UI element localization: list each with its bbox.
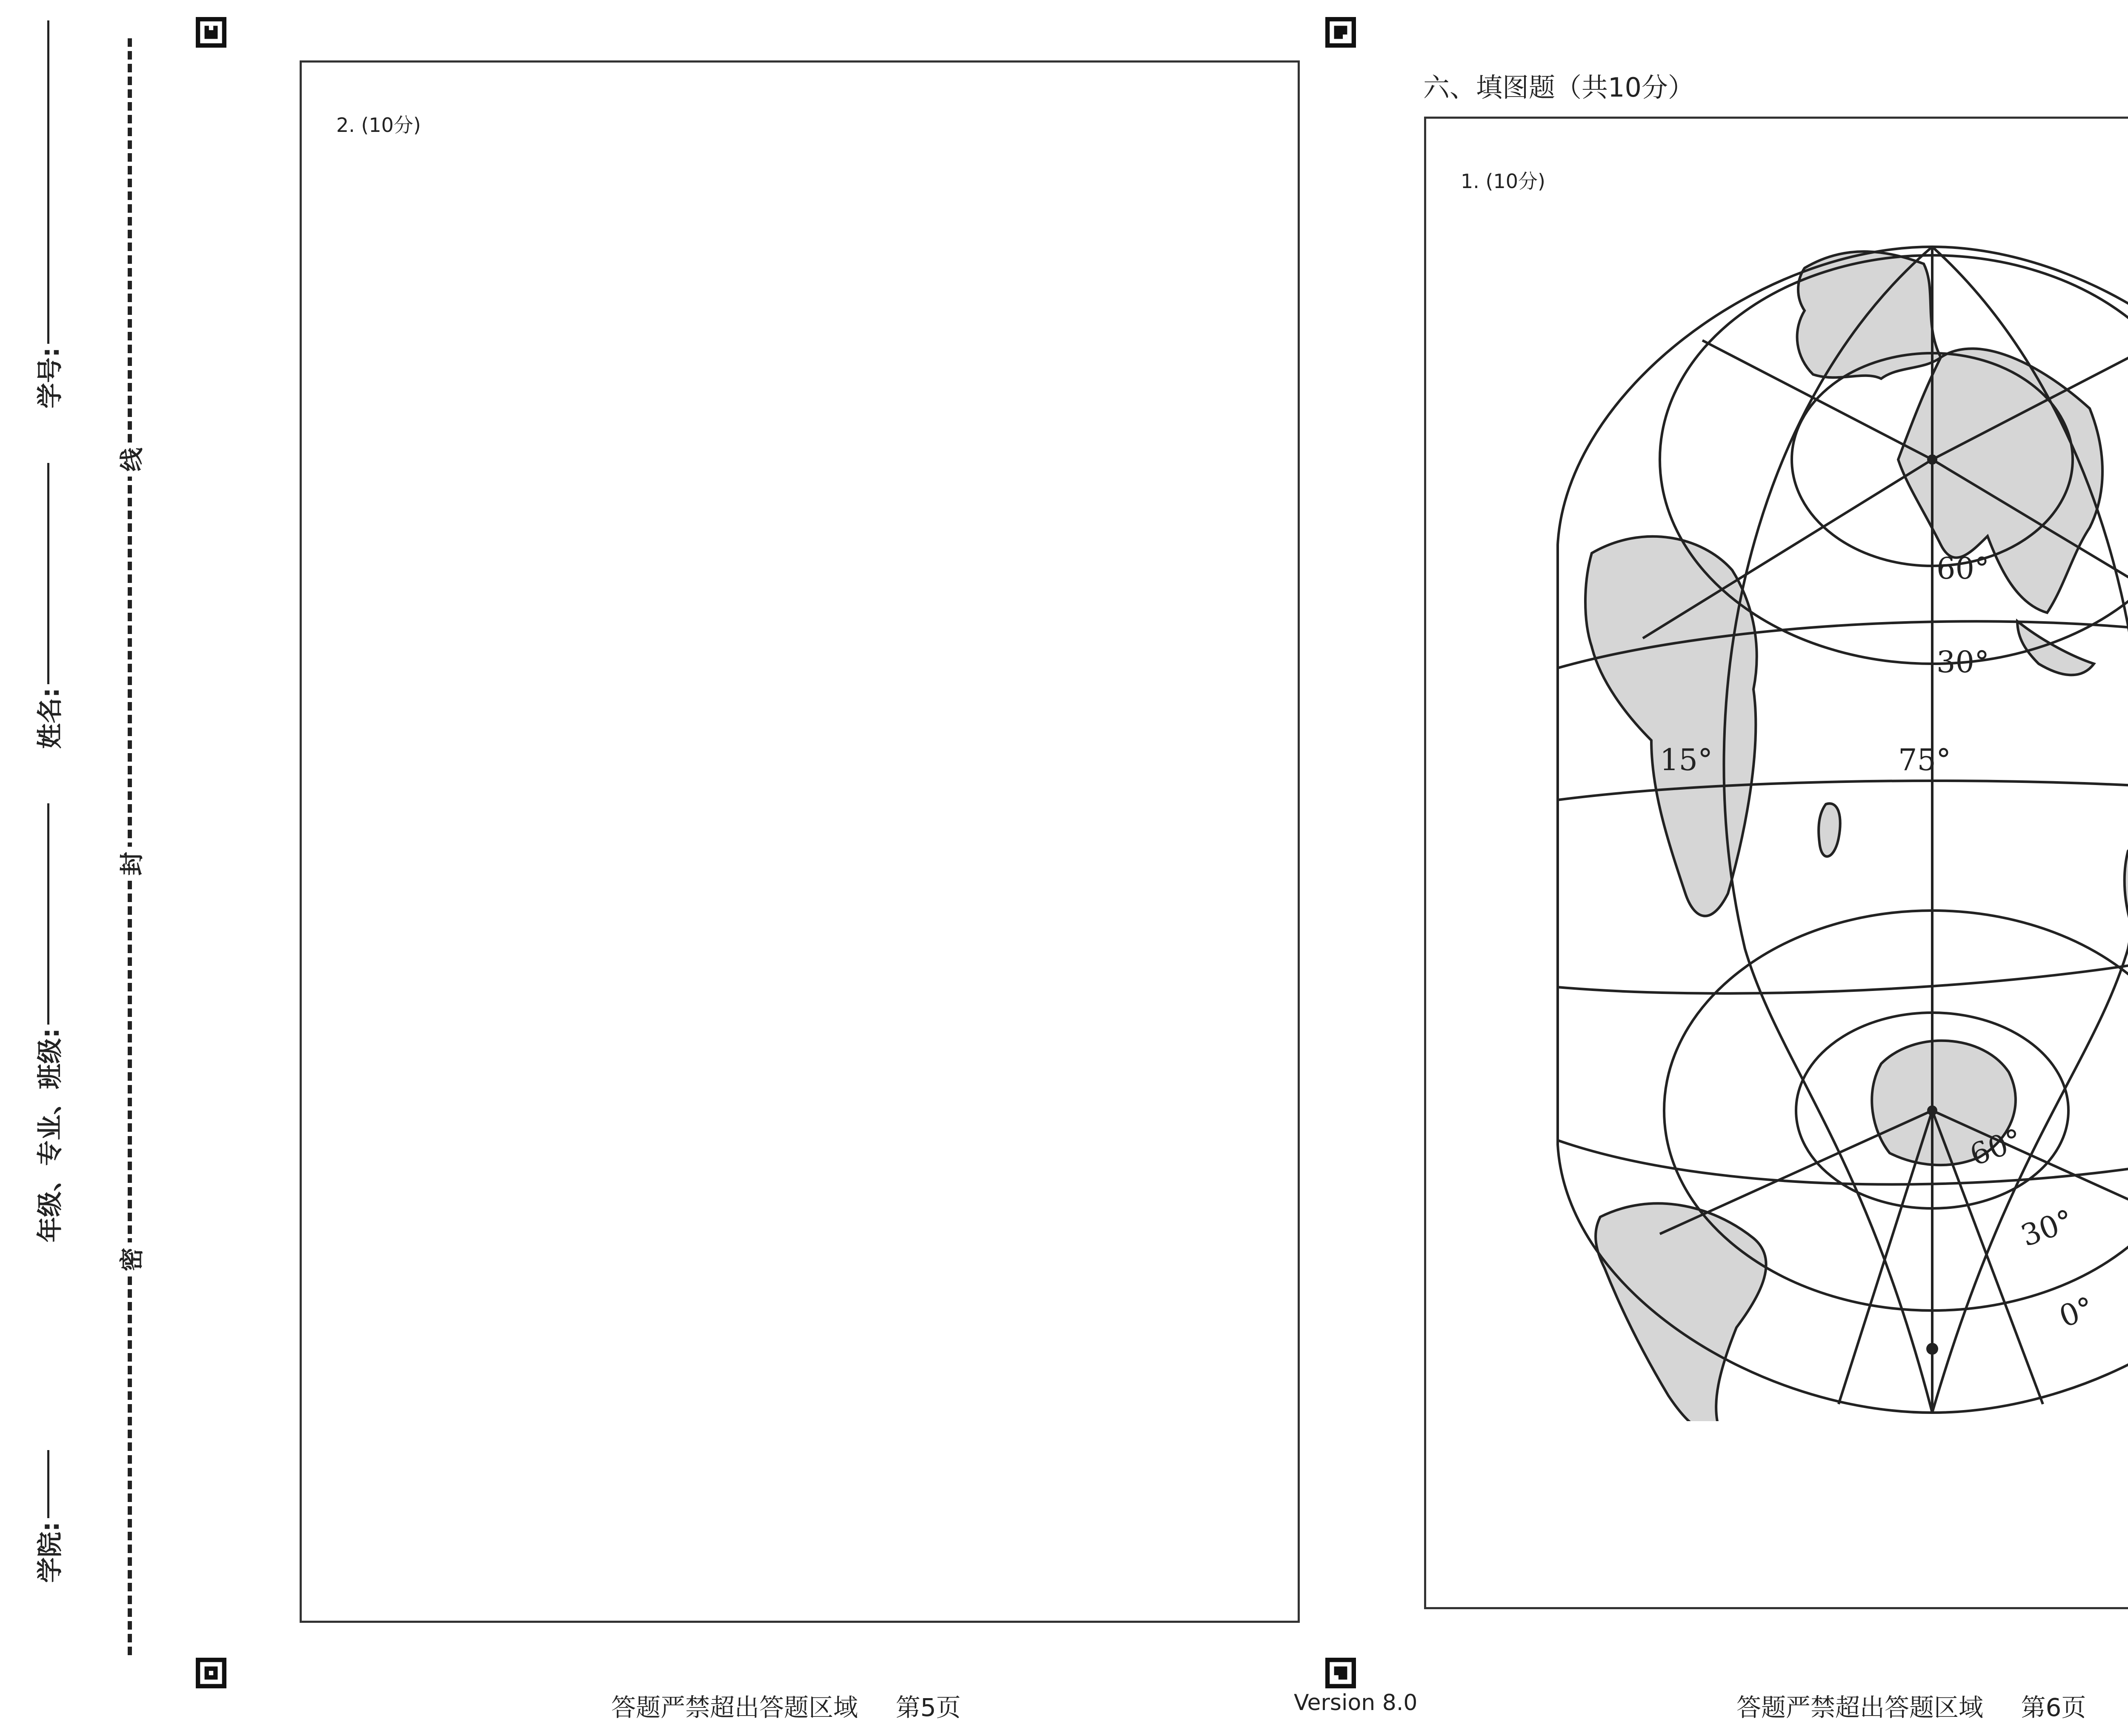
corner-marker-icon (196, 17, 226, 48)
version-label: Version 8.0 (1294, 1690, 1418, 1716)
label-lon-15: 15° (1660, 742, 1713, 777)
name-field[interactable] (30, 463, 66, 749)
footer-warning-page6: 答题严禁超出答题区域 (1736, 1693, 1984, 1722)
college-label: 学院: (35, 1522, 65, 1583)
label-lat-30-north: 30° (1936, 645, 1990, 680)
student-id-line (47, 20, 49, 344)
question-label-q2: 2. (10分) (336, 114, 421, 137)
land-south-america (1596, 1203, 1766, 1421)
label-lat-60-north: 60° (1936, 551, 1990, 586)
world-map-figure (1541, 230, 2128, 1421)
class-info-line (47, 803, 49, 1025)
footer-page6 (1736, 1687, 2086, 1723)
land-madagascar (1819, 803, 1840, 856)
label-lon-75: 75° (1898, 742, 1951, 777)
college-line (47, 1450, 49, 1518)
footer-page-number-5: 第5页 (895, 1693, 961, 1722)
label-lat-30-south: 30° (2016, 1202, 2078, 1253)
south-pole-point (1927, 1105, 1937, 1116)
student-id-label: 学号: (35, 347, 65, 408)
footer-page5 (611, 1687, 961, 1723)
label-lat-0-south: 0° (2054, 1290, 2099, 1334)
class-info-field[interactable] (30, 803, 66, 1242)
binding-word-line: 线 (113, 443, 147, 477)
class-info-label: 年级、专业、班级: (35, 1028, 65, 1242)
student-id-field[interactable] (30, 20, 66, 408)
land-australia (2125, 828, 2128, 963)
label-lat-60-south: 60° (1965, 1122, 2027, 1173)
north-pole-point (1927, 454, 1937, 465)
name-label: 姓名: (35, 688, 65, 749)
binding-word-secret: 密 (113, 1242, 147, 1276)
corner-marker-icon (1325, 1658, 1356, 1688)
footer-warning-page5: 答题严禁超出答题区域 (611, 1693, 858, 1722)
corner-marker-icon (1325, 17, 1356, 48)
map-bottom-point (1926, 1343, 1938, 1355)
land-greenland-europe (1797, 251, 1941, 379)
answer-box-q2[interactable] (300, 60, 1300, 1623)
land-africa (1585, 537, 1757, 916)
parallel-south-1 (1558, 928, 2128, 994)
equator-line (1558, 781, 2128, 800)
name-line (47, 463, 49, 684)
footer-page-number-6: 第6页 (2021, 1693, 2086, 1722)
section-title: 六、填图题（共10分） (1423, 72, 1694, 103)
corner-marker-icon (196, 1658, 226, 1688)
college-field[interactable] (30, 1450, 66, 1583)
binding-word-seal: 封 (113, 847, 147, 881)
question-label-q1: 1. (10分) (1461, 170, 1545, 193)
